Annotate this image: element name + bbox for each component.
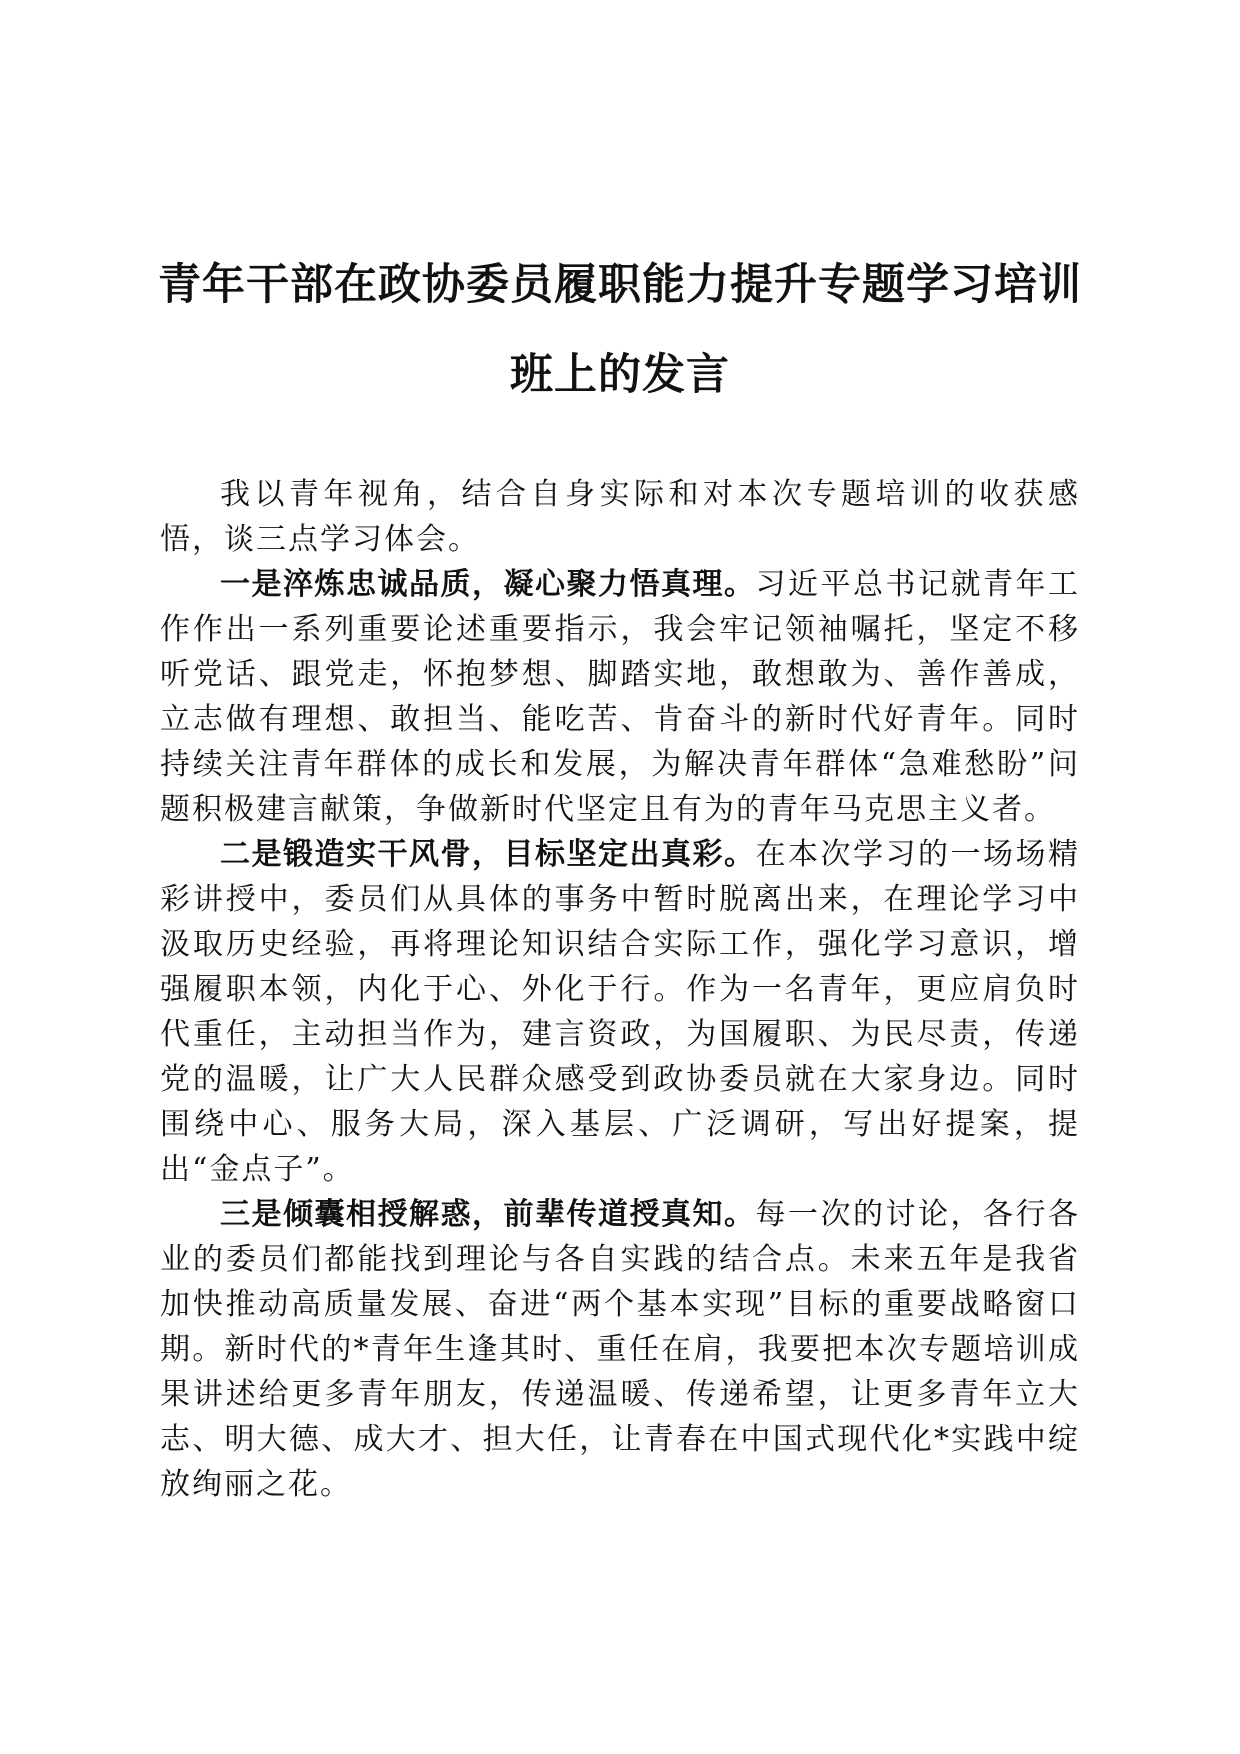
point-3-paragraph xyxy=(160,1192,1080,1507)
point-2-text: 在本次学习的一场场精彩讲授中，委员们从具体的事务中暂时脱离出来，在理论学习中汲取历史经验，再将理论知识结合实际工作，强化学习意识，增强履职本领，内化于心、外化于行。作为一名青年，更应肩负时代重任，主动担当作为，建言资政，为国履职、为民尽责，传递党的温暖，让广大人民群众感受到政协委员就在大家身边。同时围绕中心、服务大局，深入基层、广泛调研，写出好提案，提出“金点子”。 xyxy=(160,837,1080,1187)
point-1-text: 习近平总书记就青年工作作出一系列重要论述重要指示，我会牢记领袖嘱托，坚定不移听党话、跟党走，怀抱梦想、脚踏实地，敢想敢为、善作善成，立志做有理想、敢担当、能吃苦、肯奋斗的新时代好青年。同时持续关注青年群体的成长和发展，为解决青年群体“急难愁盼”问题积极建言献策，争做新时代坚定且有为的青年马克思主义者。 xyxy=(160,567,1080,827)
point-2-heading: 二是锻造实干风骨，目标坚定出真彩。 xyxy=(220,837,756,872)
point-3-heading: 三是倾囊相授解惑，前辈传道授真知。 xyxy=(220,1197,756,1232)
document-body xyxy=(160,472,1080,1507)
point-1-paragraph xyxy=(160,562,1080,832)
point-1-heading: 一是淬炼忠诚品质，凝心聚力悟真理。 xyxy=(220,567,756,602)
point-3-text: 每一次的讨论，各行各业的委员们都能找到理论与各自实践的结合点。未来五年是我省加快推动高质量发展、奋进“两个基本实现”目标的重要战略窗口期。新时代的*青年生逢其时、重任在肩，我要把本次专题培训成果讲述给更多青年朋友，传递温暖、传递希望，让更多青年立大志、明大德、成大才、担大任，让青春在中国式现代化*实践中绽放绚丽之花。 xyxy=(160,1197,1080,1502)
intro-paragraph: 我以青年视角，结合自身实际和对本次专题培训的收获感悟，谈三点学习体会。 xyxy=(160,477,1080,557)
page-title: 青年干部在政协委员履职能力提升专题学习培训班上的发言 xyxy=(158,260,1082,400)
point-2-paragraph xyxy=(160,832,1080,1192)
